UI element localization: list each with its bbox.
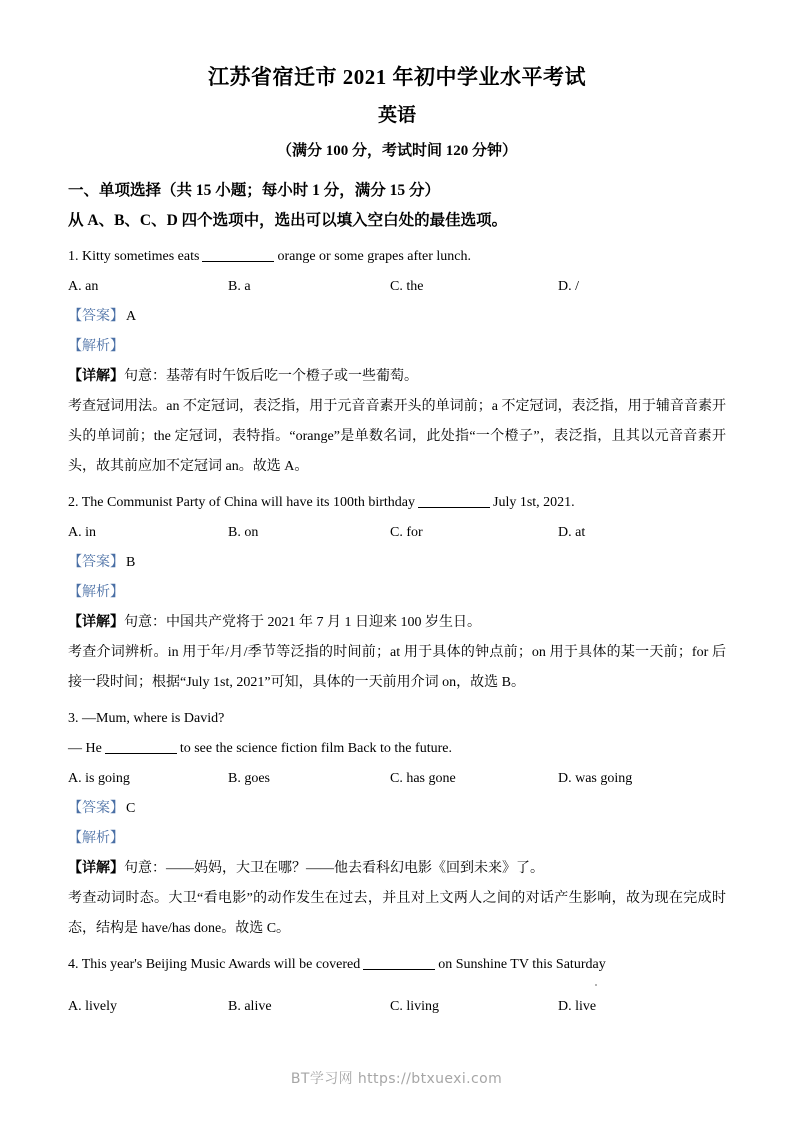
footer-watermark: BT学习网 https://btxuexi.com bbox=[290, 1071, 503, 1087]
analysis-line-1 bbox=[68, 332, 726, 362]
detail-line-3 bbox=[68, 854, 726, 884]
stem-text-before: 4. This year's Beijing Music Awards will be covered bbox=[68, 957, 361, 972]
analysis-marker: 【解析】 bbox=[68, 585, 124, 600]
answer-line-2 bbox=[68, 548, 726, 578]
answer-line-3 bbox=[68, 794, 726, 824]
question-block-1 bbox=[68, 242, 726, 482]
detail-text: 句意：基蒂有时午饭后吃一个橙子或一些葡萄。 bbox=[124, 369, 418, 384]
detail-line-1 bbox=[68, 362, 726, 392]
detail-line-2 bbox=[68, 608, 726, 638]
answer-marker: 【答案】 bbox=[68, 801, 124, 816]
scan-artifact-dot bbox=[595, 984, 597, 986]
question-stem-3-line1: 3. —Mum, where is David? bbox=[68, 711, 225, 726]
option-c[interactable]: C. has gone bbox=[390, 771, 456, 786]
option-a[interactable]: A. an bbox=[68, 279, 99, 294]
option-a[interactable]: A. in bbox=[68, 525, 96, 540]
stem-text-before: 1. Kitty sometimes eats bbox=[68, 249, 200, 264]
option-a[interactable]: A. lively bbox=[68, 999, 117, 1014]
option-c[interactable]: C. living bbox=[390, 999, 440, 1014]
detail-marker: 【详解】 bbox=[68, 369, 124, 384]
page-title: 江苏省宿迁市 2021 年初中学业水平考试 bbox=[208, 65, 586, 89]
detail-text: 句意：——妈妈，大卫在哪？——他去看科幻电影《回到未来》了。 bbox=[124, 861, 544, 876]
option-a[interactable]: A. is going bbox=[68, 771, 130, 786]
question-stem-3-line2 bbox=[68, 734, 726, 764]
option-row-2 bbox=[68, 518, 726, 548]
question-block-2 bbox=[68, 488, 726, 698]
answer-marker: 【答案】 bbox=[68, 309, 124, 324]
option-d[interactable]: D. was going bbox=[558, 771, 633, 786]
answer-line-1 bbox=[68, 302, 726, 332]
option-b[interactable]: B. alive bbox=[228, 999, 272, 1014]
question-stem-1 bbox=[68, 242, 726, 272]
explanation-3: 考查动词时态。大卫“看电影”的动作发生在过去，并且对上文两人之间的对话产生影响，故为现在完成时态，结构是 have/has done。故选 C。 bbox=[68, 891, 726, 936]
question-block-3 bbox=[68, 704, 726, 944]
stem-text-after: to see the science fiction film Back to the future. bbox=[179, 741, 452, 756]
answer-value: B bbox=[126, 555, 136, 570]
answer-blank bbox=[418, 507, 490, 508]
analysis-marker: 【解析】 bbox=[68, 339, 124, 354]
answer-marker: 【答案】 bbox=[68, 555, 124, 570]
answer-value: C bbox=[126, 801, 136, 816]
option-row-4 bbox=[68, 992, 726, 1022]
section-heading: 一、单项选择（共 15 小题；每小时 1 分，满分 15 分） bbox=[68, 182, 441, 199]
option-b[interactable]: B. on bbox=[228, 525, 259, 540]
option-b[interactable]: B. goes bbox=[228, 771, 270, 786]
exam-meta: （满分 100 分，考试时间 120 分钟） bbox=[276, 143, 517, 159]
question-stem-4 bbox=[68, 950, 726, 980]
answer-blank bbox=[202, 261, 274, 262]
document-content bbox=[68, 62, 726, 1022]
section-instruction: 从 A、B、C、D 四个选项中，选出可以填入空白处的最佳选项。 bbox=[68, 212, 508, 229]
option-b[interactable]: B. a bbox=[228, 279, 251, 294]
option-d[interactable]: D. at bbox=[558, 525, 586, 540]
explanation-1: 考查冠词用法。an 不定冠词，表泛指，用于元音音素开头的单词前；a 不定冠词，表泛指，用于辅音音素开头的单词前；the 定冠词，表特指。“orange”是单数名词，此处指“一个橙子”，表泛指，且其以元音音素开头，故其前应加不定冠词 an。故选 A。 bbox=[68, 399, 726, 474]
detail-marker: 【详解】 bbox=[68, 861, 124, 876]
answer-value: A bbox=[126, 309, 137, 324]
subject-title: 英语 bbox=[377, 105, 416, 126]
explanation-2: 考查介词辨析。in 用于年/月/季节等泛指的时间前；at 用于具体的钟点前；on 用于具体的某一天前；for 后接一段时间；根据“July 1st, 2021”可知，具体的一天前用介词 on，故选 B。 bbox=[68, 645, 726, 690]
stem-text-before: 2. The Communist Party of China will have its 100th birthday bbox=[68, 495, 415, 510]
detail-marker: 【详解】 bbox=[68, 615, 124, 630]
answer-blank bbox=[105, 753, 177, 754]
option-row-1 bbox=[68, 272, 726, 302]
answer-blank bbox=[363, 969, 435, 970]
stem-text-before: — He bbox=[68, 741, 102, 756]
analysis-line-2 bbox=[68, 578, 726, 608]
detail-text: 句意：中国共产党将于 2021 年 7 月 1 日迎来 100 岁生日。 bbox=[124, 615, 481, 630]
stem-text-after: on Sunshine TV this Saturday bbox=[438, 957, 606, 972]
option-d[interactable]: D. live bbox=[558, 999, 597, 1014]
option-c[interactable]: C. the bbox=[390, 279, 424, 294]
question-block-4 bbox=[68, 950, 726, 1022]
analysis-line-3 bbox=[68, 824, 726, 854]
option-row-3 bbox=[68, 764, 726, 794]
stem-text-after: July 1st, 2021. bbox=[493, 495, 575, 510]
analysis-marker: 【解析】 bbox=[68, 831, 124, 846]
stem-text-after: orange or some grapes after lunch. bbox=[277, 249, 472, 264]
option-d[interactable]: D. / bbox=[558, 279, 579, 294]
option-c[interactable]: C. for bbox=[390, 525, 423, 540]
question-stem-2 bbox=[68, 488, 726, 518]
